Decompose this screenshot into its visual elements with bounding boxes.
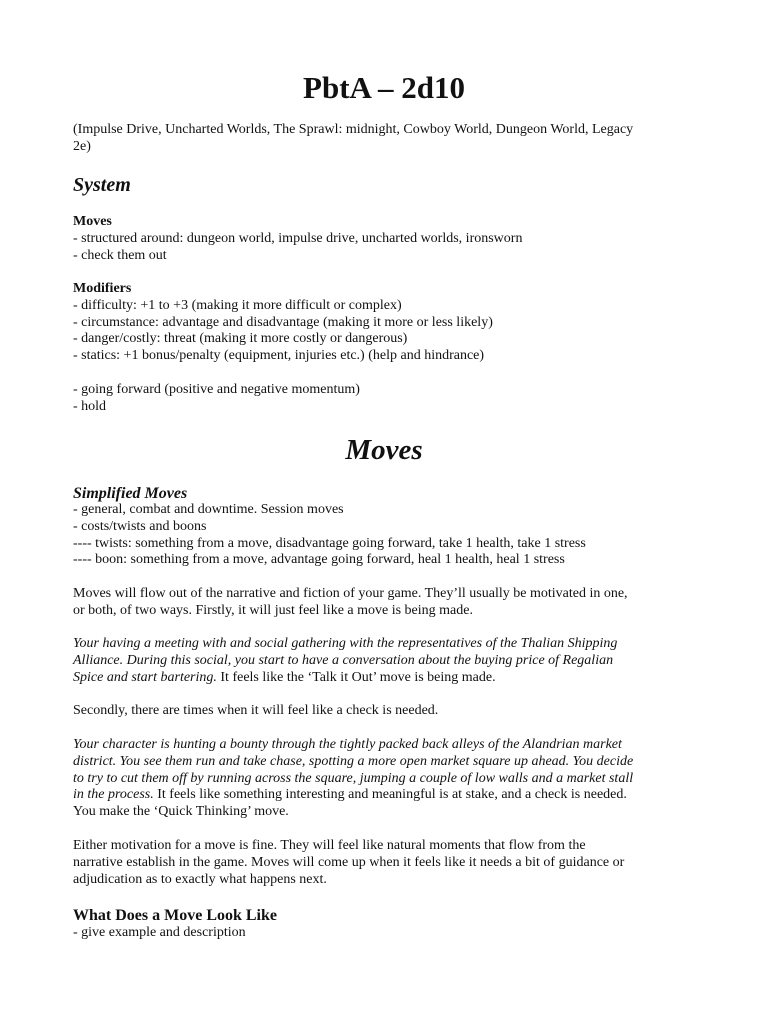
list-item: - costs/twists and boons: [73, 518, 207, 534]
moves-heading: Moves: [345, 434, 423, 466]
paragraph-line: or both, of two ways. Firstly, it will just feel like a move is being made.: [73, 602, 473, 618]
momentum-block: [73, 382, 695, 416]
example-quick-thinking: [73, 737, 695, 821]
list-item: ---- boon: something from a move, advantage going forward, heal 1 health, heal 1 stress: [73, 552, 565, 568]
list-item: - statics: +1 bonus/penalty (equipment, injuries etc.) (help and hindrance): [73, 348, 485, 364]
list-item: - give example and description: [73, 925, 246, 940]
example-line: district. You see them run and take chase, spotting a more open market square up ahead. You decide: [73, 753, 634, 769]
paragraph-line: Moves will flow out of the narrative and fiction of your game. They’ll usually be motivated in one,: [73, 586, 628, 601]
example-line: Spice and start bartering.: [73, 669, 217, 685]
list-item: - going forward (positive and negative momentum): [73, 382, 360, 397]
paragraph-motivation: [73, 586, 695, 620]
paragraph-check: [73, 703, 695, 720]
list-item: - structured around: dungeon world, impulse drive, uncharted worlds, ironsworn: [73, 230, 523, 246]
subtitle-line: (Impulse Drive, Uncharted Worlds, The Sprawl: midnight, Cowboy World, Dungeon World, Legacy: [73, 122, 634, 137]
list-item: - circumstance: advantage and disadvantage (making it more or less likely): [73, 314, 493, 330]
example-talk-it-out: [73, 636, 695, 686]
modifiers-block: [73, 281, 695, 365]
example-line: to try to cut them off by running across the square, jumping a couple of low walls and a market stall: [73, 770, 634, 786]
list-item: - hold: [73, 398, 107, 414]
list-item: - check them out: [73, 247, 167, 263]
example-line: Your having a meeting with and social gathering with the representatives of the Thalian Shipping: [73, 636, 618, 651]
subtitle-line: 2e): [73, 139, 91, 154]
example-line: Your character is hunting a bounty through the tightly packed back alleys of the Alandrian market: [73, 737, 622, 752]
list-item: - general, combat and downtime. Session moves: [73, 502, 344, 517]
simplified-moves-heading: Simplified Moves: [73, 485, 188, 502]
example-line: Alliance. During this social, you start to have a conversation about the buying price of Regalian: [73, 652, 614, 668]
look-list: [73, 925, 695, 942]
example-tail: It feels like the ‘Talk it Out’ move is being made.: [216, 669, 496, 685]
document-title: PbtA – 2d10: [303, 70, 465, 105]
paragraph-line: Either motivation for a move is fine. They will feel like natural moments that flow from the: [73, 838, 586, 853]
example-line: in the process.: [73, 787, 154, 803]
what-does-a-move-look-like-heading: What Does a Move Look Like: [73, 907, 277, 924]
moves-label: Moves: [73, 214, 112, 229]
list-item: - danger/costly: threat (making it more costly or dangerous): [73, 331, 408, 347]
paragraph-line: narrative establish in the game. Moves will come up when it feels like it needs a bit of guidance or: [73, 854, 625, 870]
example-tail: It feels like something interesting and meaningful is at stake, and a check is needed.: [153, 787, 627, 803]
list-item: ---- twists: something from a move, disadvantage going forward, take 1 health, take 1 stress: [73, 535, 586, 551]
paragraph-either: [73, 838, 695, 888]
system-heading: System: [73, 174, 131, 196]
simplified-moves-list: [73, 502, 695, 569]
paragraph-line: adjudication as to exactly what happens next.: [73, 871, 327, 887]
list-item: - difficulty: +1 to +3 (making it more difficult or complex): [73, 297, 402, 313]
modifiers-label: Modifiers: [73, 281, 132, 296]
document-subtitle: [73, 121, 695, 155]
paragraph-line: Secondly, there are times when it will feel like a check is needed.: [73, 703, 439, 718]
example-line: You make the ‘Quick Thinking’ move.: [73, 804, 289, 820]
moves-block: [73, 214, 695, 264]
